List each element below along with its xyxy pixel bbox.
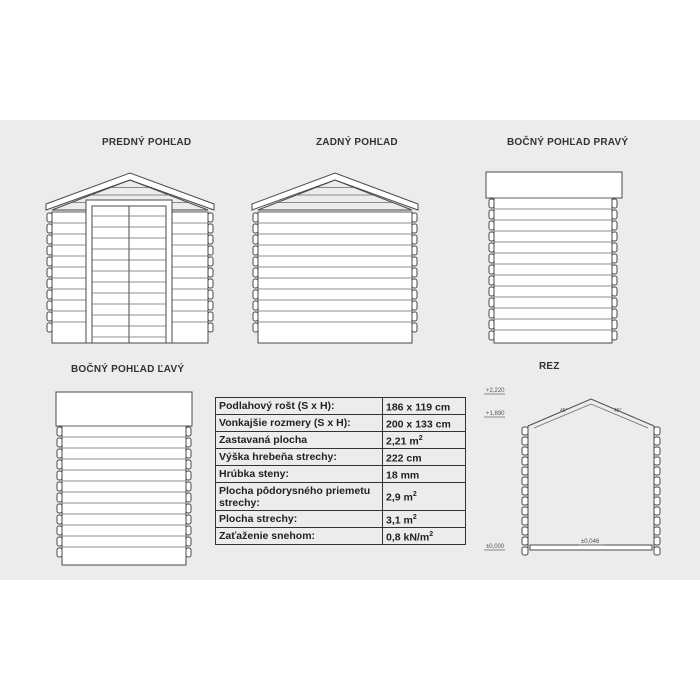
log-end-left xyxy=(489,276,494,285)
log-end-right xyxy=(208,268,213,277)
log-end-right xyxy=(612,232,617,241)
spec-value-text: 18 mm xyxy=(386,469,420,482)
log-end-left xyxy=(489,309,494,318)
log-end-left xyxy=(47,268,52,277)
spec-value xyxy=(383,528,466,545)
log-end-right xyxy=(208,224,213,233)
wall-outline xyxy=(62,426,186,565)
spec-value xyxy=(383,398,466,415)
log-end-left xyxy=(57,460,62,469)
roof-side xyxy=(56,392,192,426)
log-end-left xyxy=(253,301,258,310)
log-end-right xyxy=(612,254,617,263)
spec-value xyxy=(383,415,466,432)
spec-value-text: 0,8 kN/m xyxy=(386,531,430,544)
log-end-right xyxy=(412,268,417,277)
level-ground-label: ±0,000 xyxy=(486,544,505,550)
wall-outline xyxy=(258,212,412,343)
spec-value-text: 186 x 119 cm xyxy=(386,401,451,414)
log-end-left xyxy=(57,438,62,447)
spec-value xyxy=(383,466,466,483)
spec-label: Výška hrebeňa strechy: xyxy=(216,449,383,466)
log-end-left xyxy=(489,287,494,296)
log-end-right xyxy=(186,471,191,480)
log-end-left xyxy=(57,504,62,513)
log-end-right xyxy=(654,547,660,555)
floor-section xyxy=(530,545,652,550)
log-end-right xyxy=(654,537,660,545)
log-end-right xyxy=(208,323,213,332)
spec-value xyxy=(383,511,466,528)
log-end-right xyxy=(412,235,417,244)
log-end-right xyxy=(208,213,213,222)
log-end-right xyxy=(412,312,417,321)
log-end-right xyxy=(612,320,617,329)
front-view-title: PREDNÝ POHĽAD xyxy=(102,137,192,148)
log-end-left xyxy=(522,517,528,525)
log-end-left xyxy=(47,213,52,222)
log-end-left xyxy=(47,290,52,299)
log-end-left xyxy=(489,331,494,340)
log-end-left xyxy=(47,257,52,266)
spec-label: Podlahový rošt (S x H): xyxy=(216,398,383,415)
log-end-right xyxy=(612,331,617,340)
log-end-left xyxy=(489,265,494,274)
log-end-left xyxy=(253,246,258,255)
log-end-right xyxy=(612,199,617,208)
roof-fascia xyxy=(252,173,418,210)
log-end-right xyxy=(412,213,417,222)
log-end-left xyxy=(253,290,258,299)
log-end-right xyxy=(654,427,660,435)
log-end-right xyxy=(654,457,660,465)
spec-value-text: 200 x 133 cm xyxy=(386,418,451,431)
log-end-left xyxy=(522,527,528,535)
log-end-right xyxy=(186,427,191,436)
log-end-right xyxy=(654,477,660,485)
log-end-right xyxy=(412,246,417,255)
log-end-right xyxy=(654,467,660,475)
log-end-left xyxy=(522,437,528,445)
log-end-left xyxy=(47,301,52,310)
log-end-right xyxy=(612,287,617,296)
log-end-left xyxy=(57,493,62,502)
spec-value-text: 2,9 m xyxy=(386,491,413,504)
log-end-left xyxy=(57,515,62,524)
log-end-right xyxy=(412,257,417,266)
log-end-right xyxy=(208,312,213,321)
section-view-title: REZ xyxy=(539,361,560,372)
log-end-left xyxy=(47,235,52,244)
log-end-left xyxy=(489,243,494,252)
log-end-right xyxy=(208,235,213,244)
spec-row xyxy=(216,449,466,466)
log-end-right xyxy=(412,279,417,288)
log-end-left xyxy=(489,254,494,263)
log-end-right xyxy=(186,537,191,546)
spec-row xyxy=(216,528,466,545)
roof-angle-right-label: 45° xyxy=(614,408,622,414)
log-end-left xyxy=(47,312,52,321)
log-end-left xyxy=(522,487,528,495)
log-end-right xyxy=(654,527,660,535)
log-end-right xyxy=(654,497,660,505)
spec-value xyxy=(383,483,466,511)
log-end-left xyxy=(253,312,258,321)
log-end-right xyxy=(186,482,191,491)
log-end-right xyxy=(208,290,213,299)
log-end-left xyxy=(47,224,52,233)
log-end-right xyxy=(654,447,660,455)
log-end-left xyxy=(522,507,528,515)
log-end-left xyxy=(57,537,62,546)
log-end-right xyxy=(208,279,213,288)
log-end-right xyxy=(186,548,191,557)
log-end-right xyxy=(654,437,660,445)
spec-value-text: 2,21 m xyxy=(386,435,419,448)
log-end-right xyxy=(654,487,660,495)
log-end-left xyxy=(489,232,494,241)
log-end-right xyxy=(654,507,660,515)
log-end-right xyxy=(412,290,417,299)
spec-label: Plocha pôdorysného priemetu strechy: xyxy=(216,483,383,511)
log-end-left xyxy=(253,279,258,288)
log-end-left xyxy=(57,548,62,557)
log-end-right xyxy=(412,323,417,332)
log-end-left xyxy=(57,449,62,458)
roof-side xyxy=(486,172,622,198)
spec-value xyxy=(383,449,466,466)
log-end-right xyxy=(612,309,617,318)
spec-value xyxy=(383,432,466,449)
log-end-left xyxy=(253,257,258,266)
right-side-elevation xyxy=(486,172,622,343)
log-end-left xyxy=(253,268,258,277)
spec-value-text: 3,1 m xyxy=(386,514,413,527)
log-end-right xyxy=(186,449,191,458)
log-end-right xyxy=(612,265,617,274)
spec-label: Plocha strechy: xyxy=(216,511,383,528)
spec-row xyxy=(216,466,466,483)
spec-value-text: 222 cm xyxy=(386,452,422,465)
log-end-right xyxy=(612,298,617,307)
log-end-left xyxy=(522,467,528,475)
log-end-right xyxy=(612,243,617,252)
spec-label: Hrúbka steny: xyxy=(216,466,383,483)
log-end-left xyxy=(47,323,52,332)
log-end-right xyxy=(186,438,191,447)
spec-unit-exponent: 2 xyxy=(418,434,423,442)
log-end-right xyxy=(186,515,191,524)
log-end-left xyxy=(253,235,258,244)
log-end-left xyxy=(47,279,52,288)
spec-row xyxy=(216,398,466,415)
log-end-left xyxy=(253,323,258,332)
log-end-right xyxy=(654,517,660,525)
spec-row xyxy=(216,511,466,528)
log-end-left xyxy=(489,199,494,208)
log-end-left xyxy=(489,320,494,329)
log-end-left xyxy=(253,213,258,222)
log-end-right xyxy=(208,257,213,266)
log-end-right xyxy=(412,224,417,233)
log-end-left xyxy=(522,457,528,465)
log-end-right xyxy=(186,493,191,502)
level-floor-label: ±0,046 xyxy=(581,539,600,545)
log-end-left xyxy=(57,471,62,480)
spec-unit-exponent: 2 xyxy=(429,530,434,538)
log-end-left xyxy=(522,427,528,435)
left-side-view-title: BOČNÝ POHĽAD ĽAVÝ xyxy=(71,364,185,375)
log-end-left xyxy=(522,547,528,555)
log-end-left xyxy=(57,526,62,535)
log-end-left xyxy=(522,447,528,455)
back-view-title: ZADNÝ POHĽAD xyxy=(316,137,398,148)
section-drawing xyxy=(484,388,660,555)
log-end-left xyxy=(57,482,62,491)
spec-label: Vonkajšie rozmery (S x H): xyxy=(216,415,383,432)
log-end-right xyxy=(612,221,617,230)
level-ridge-label: +2,220 xyxy=(486,388,505,394)
spec-row xyxy=(216,415,466,432)
front-elevation xyxy=(46,173,214,343)
log-end-left xyxy=(47,246,52,255)
log-end-left xyxy=(489,221,494,230)
roof-angle-left-label: 45° xyxy=(560,408,568,414)
back-elevation xyxy=(252,173,418,343)
log-end-left xyxy=(57,427,62,436)
log-end-left xyxy=(522,477,528,485)
log-end-right xyxy=(208,301,213,310)
spec-unit-exponent: 2 xyxy=(412,513,417,521)
log-end-left xyxy=(522,537,528,545)
log-end-right xyxy=(612,210,617,219)
right-side-view-title: BOČNÝ POHĽAD PRAVÝ xyxy=(507,137,629,148)
log-end-right xyxy=(186,504,191,513)
spec-unit-exponent: 2 xyxy=(412,491,417,499)
roof-section-outer xyxy=(528,399,654,426)
specification-table xyxy=(215,397,466,545)
level-eave-label: +1,890 xyxy=(486,411,505,417)
log-end-left xyxy=(253,224,258,233)
log-end-right xyxy=(612,276,617,285)
log-end-right xyxy=(186,526,191,535)
spec-row xyxy=(216,432,466,449)
spec-label: Zastavaná plocha xyxy=(216,432,383,449)
log-end-left xyxy=(489,210,494,219)
spec-label: Zaťaženie snehom: xyxy=(216,528,383,545)
log-end-right xyxy=(208,246,213,255)
log-end-right xyxy=(186,460,191,469)
log-end-right xyxy=(412,301,417,310)
log-end-left xyxy=(489,298,494,307)
spec-row xyxy=(216,483,466,511)
left-side-elevation xyxy=(56,392,192,565)
log-end-left xyxy=(522,497,528,505)
